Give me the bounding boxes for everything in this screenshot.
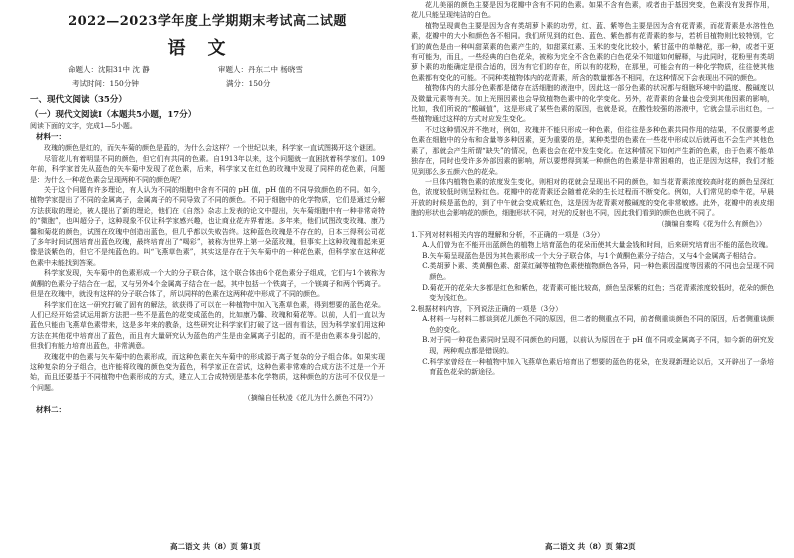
option: B.矢车菊呈现蓝色是因为其色素形成一个大分子联合体，与1个黄酮色素分子结合，又与4个金属离子相结合。 xyxy=(422,251,761,260)
paragraph: 一旦体内植物色素的浓度发生变化，则相对的花就会呈现出不同的颜色，如当花青素浓度较高时花的颜色呈深红色，浓度较低时则呈粉红色。花瓣中的花青素还会随着花朵的生长过程而不断变化。例如，人们常见的牵牛花，早晨开放的时候是蓝色的，到了中午就会变成紫红色，这是因为花青素对酸碱度的变化非常敏感。此外，花瓣中的表皮细胞的形状也会影响花的颜色，细胞形状不同，对光的反射也不同，因此我们看到的颜色也就不同了。 xyxy=(411,177,774,218)
subject-title: 语文 xyxy=(167,38,248,59)
paragraph: 关于这个问题有许多理论，有人认为不同的细胞中含有不同的 pH 值，pH 值的不同导致颜色的不同。如今，植物学家提出了不同的金属离子，金属离子的不同导致了不同的颜色。不同于细胞中的化学物质，它们是通过分解方法获取的理论，被人提出了新的理论，他们在《自然》杂志上发表的论文中提出，矢车菊细胞中有一种非常奇特的“微胞”，也叫超分子，这种现象不仅让科学家感兴趣，也让商业花卉界着迷。多年来，他们试图改变玫瑰、康乃馨和菊花的颜色，试图在玫瑰中创造出蓝色，但几乎都以失败告终。这种蓝色玫瑰是不存在的，日本三得利公司花了多年时间试图培育出蓝色玫瑰，最终培育出了“喝彩”，被称为世界上第一朵蓝玫瑰，但事实上这种玫瑰看起来更像是淡紫色的，但它不是纯蓝色的。叫“飞燕草色素”，其实这是存在于矢车菊中的一种花色素，但科学家在这种花色素中未能找到答案。 xyxy=(30,186,385,267)
page-footer: 高二语文 共（8）页 第2页 xyxy=(545,542,636,551)
material-1-label: 材料一： xyxy=(36,132,66,142)
citation: （摘编自秦鸣《花为什么有颜色》） xyxy=(657,219,766,228)
citation: （摘编自任秋凌《花儿为什么颜色不同?》） xyxy=(243,394,377,403)
paragraph: 尽管花儿有着明显不同的颜色，但它们有共同的色素。自1913年以来，这个问题就一直困扰着科学家们。109年前，科学家首先从蓝色的矢车菊中发现了花色素，后来，科学家又在红色的玫瑰中发现了同样的花色素，问题是：为什么一种花色素会呈现两种不同的颜色呢？ xyxy=(30,154,385,184)
paragraph: 花儿美丽的颜色主要是因为花瓣中含有不同的色素。如果不含有色素，或者由于基因突变，色素没有发挥作用，花儿只能呈现纯洁的白色。 xyxy=(411,1,774,20)
option: C.类胡萝卜素、类黄酮色素、甜菜红碱等植物色素使植物颜色各异，同一种色素因温度等因素的不同也会呈现不同颜色。 xyxy=(422,262,774,281)
option: B.对于同一种花色素同时呈现不同颜色的问题，以前认为原因在于 pH 值不同或金属离子不同，如今新的研究发现，两种观点都是错误的。 xyxy=(422,336,774,356)
paragraph: 玫瑰的颜色是红的，而矢车菊的颜色是蓝的，为什么会这样？一个世纪以来，科学家一直试图揭开这个谜团。 xyxy=(44,144,380,153)
material-2-label: 材料二： xyxy=(36,405,66,415)
exam-time: 考试时间：150分钟 xyxy=(72,79,139,88)
page-right xyxy=(397,0,794,558)
meta-row-authors xyxy=(30,63,385,77)
paragraph: 植物体内的大部分色素都是储存在活细胞的液泡中，因此这一部分色素的状况都与细胞环境中的温度、酸碱度以及微量元素等有关。加上光照因素也会导致植物色素中的化学变化。另外，花青素的含量也会受到其他因素的影响，比如，我们所说的“酸碱值”，这是形成了某些色素的原因，也就是说，在酸性较强的溶液中，它就会显示出红色，一些植物通过这样的方式对应发生变化。 xyxy=(411,84,774,124)
section-heading: 一、现代文阅读（35分） xyxy=(30,95,127,105)
subsection-heading: （一）现代文阅读Ⅰ（本题共5小题，17分） xyxy=(30,110,197,120)
paragraph: 植物呈现黄色主要是因为含有类胡萝卜素的功劳，红、蓝、紫等色主要是因为含有花青素，而花青素是水溶性色素，花瓣中的大小和颜色各不相同。我们所见到的红色、蓝色、紫色都有花青素的参与，若析目植物则比较特别，它们的黄色是由一种叫甜菜素的色素产生的，如甜菜红素、玉米的变化比较小，紫甘蓝中的单糖花，那一种，或者干更有可能为，而且，一些经典的白色花朵，被称为完全不含色素的白色花朵不知道如何解释，与此同时，花粉里有类胡萝卜素的功能确定是很合适的，因为有它们的存在，所以有的花粉，在那里，可能会有的一种化学物质，往往使其他色素都有变化的可能。不同种类植物体内的花青素，所含的数量都各不相同，在这种情况下会表现出不同的颜色。 xyxy=(411,21,774,82)
paragraph: 科学家们在这一研究打破了固有的解法，欲获得了可以在一种植物中加入飞燕草色素，得到想要的蓝色花朵。人们已经开始尝试运用新方法把一些不是蓝色的花变成蓝色的，比如康乃馨、玫瑰和菊花等。以前，人们一直以为蓝色只能由飞燕草色素带来，这是多年来的教条，这些研究让科学家们打破了这一固有看法，因为科学家们用这种方法在其他花中培育出了蓝色，而且有大量研究认为蓝色的产生是由金属离子引起的，而不是由色素本身引起的，但我们有能力培育出蓝色，非常满意。 xyxy=(30,300,385,351)
proposer: 命题人：沈阳31中 沈 静 xyxy=(68,65,150,74)
option: A.人们曾为在不能开出蓝颜色的植物上培育蓝色的花朵而使其大量金钱和时间，后来研究培育出不能的蓝色玫瑰。 xyxy=(422,241,773,250)
option: D.菊花开的花朵大多都是红色和紫色，花青素可能比较高，颜色呈深紫的红色；当花青素浓度较低时，花朵的颜色变为浅红色。 xyxy=(422,283,774,303)
question-1: 1.下列对材料相关内容的理解和分析，不正确的一项是（3分） xyxy=(411,230,605,239)
reviewer: 审题人：丹东二中 杨晓雪 xyxy=(218,65,303,74)
instruction: 阅读下面的文字，完成1—5小题。 xyxy=(30,122,137,130)
page-footer: 高二语文 共（8）页 第1页 xyxy=(170,542,261,551)
option: A.材料一与材料二都谈到花儿颜色不同的原因，但二者的侧重点不同，前者侧重谈颜色不同的原因，后者侧重谈颜色的变化。 xyxy=(422,315,774,334)
question-2: 2.根据材料内容，下列说法正确的一项是（3分） xyxy=(411,304,563,313)
paragraph: 不过这种情况并不绝对，例如，玫瑰并不能只形成一种色素，但往往是多种色素共同作用的结果，不仅需要考虑色素在细胞中的分布和含量等多种因素，更为重要的是，某种类型的色素在一些花中形成以后就再也不会生产其他色素了，那就会产生所谓“缺失”的情况，色素也会在花中发生变化。在这种情况下如何产生新的色素，由于色素不能单独存在，同时也受许多外部因素的影响，所以要想得到某一种颜色的色素是非常困难的，也正是因为这样，我们才能见到那么多五颜六色的花朵。 xyxy=(411,125,774,176)
paragraph: 玫瑰花中的色素与矢车菊中的色素形成，而这种色素在矢车菊中的形成源于离子复杂的分子组合体。如果实现这种复杂的分子组合，也许能将玫瑰的颜色变为蓝色，科学家正在尝试，这种色素非常难的合成方法不过是一个开始，而且还要基于不同植物中色素形成的方式，建立人工合成特别是基本化学物质，这种颜色的方法可不仅仅是一个问题。 xyxy=(30,352,385,392)
paragraph: 科学家发现，矢车菊中的色素形成一个大的分子联合体，这个联合体由6个花色素分子组成，它们与1个被称为黄酮的色素分子结合在一起，又与另外4个金属离子结合在一起，其中包括一个铁离子，一个镁离子和两个钙离子。但是在玫瑰中，就没有这样的分子联合体了，所以同样的色素在这两种花中形成了不同的颜色。 xyxy=(30,269,385,299)
full-score: 满分：150分 xyxy=(226,79,271,88)
option: C.科学家曾经在一种植物中加入飞燕草色素后培育出了想要的蓝色的花朵，在发现新理论以后，又开辟出了一条培育蓝色花朵的新途径。 xyxy=(422,357,774,377)
exam-title: 2022—2023学年度上学期期末考试高二试题 xyxy=(68,14,347,29)
meta-row-time xyxy=(30,77,385,91)
